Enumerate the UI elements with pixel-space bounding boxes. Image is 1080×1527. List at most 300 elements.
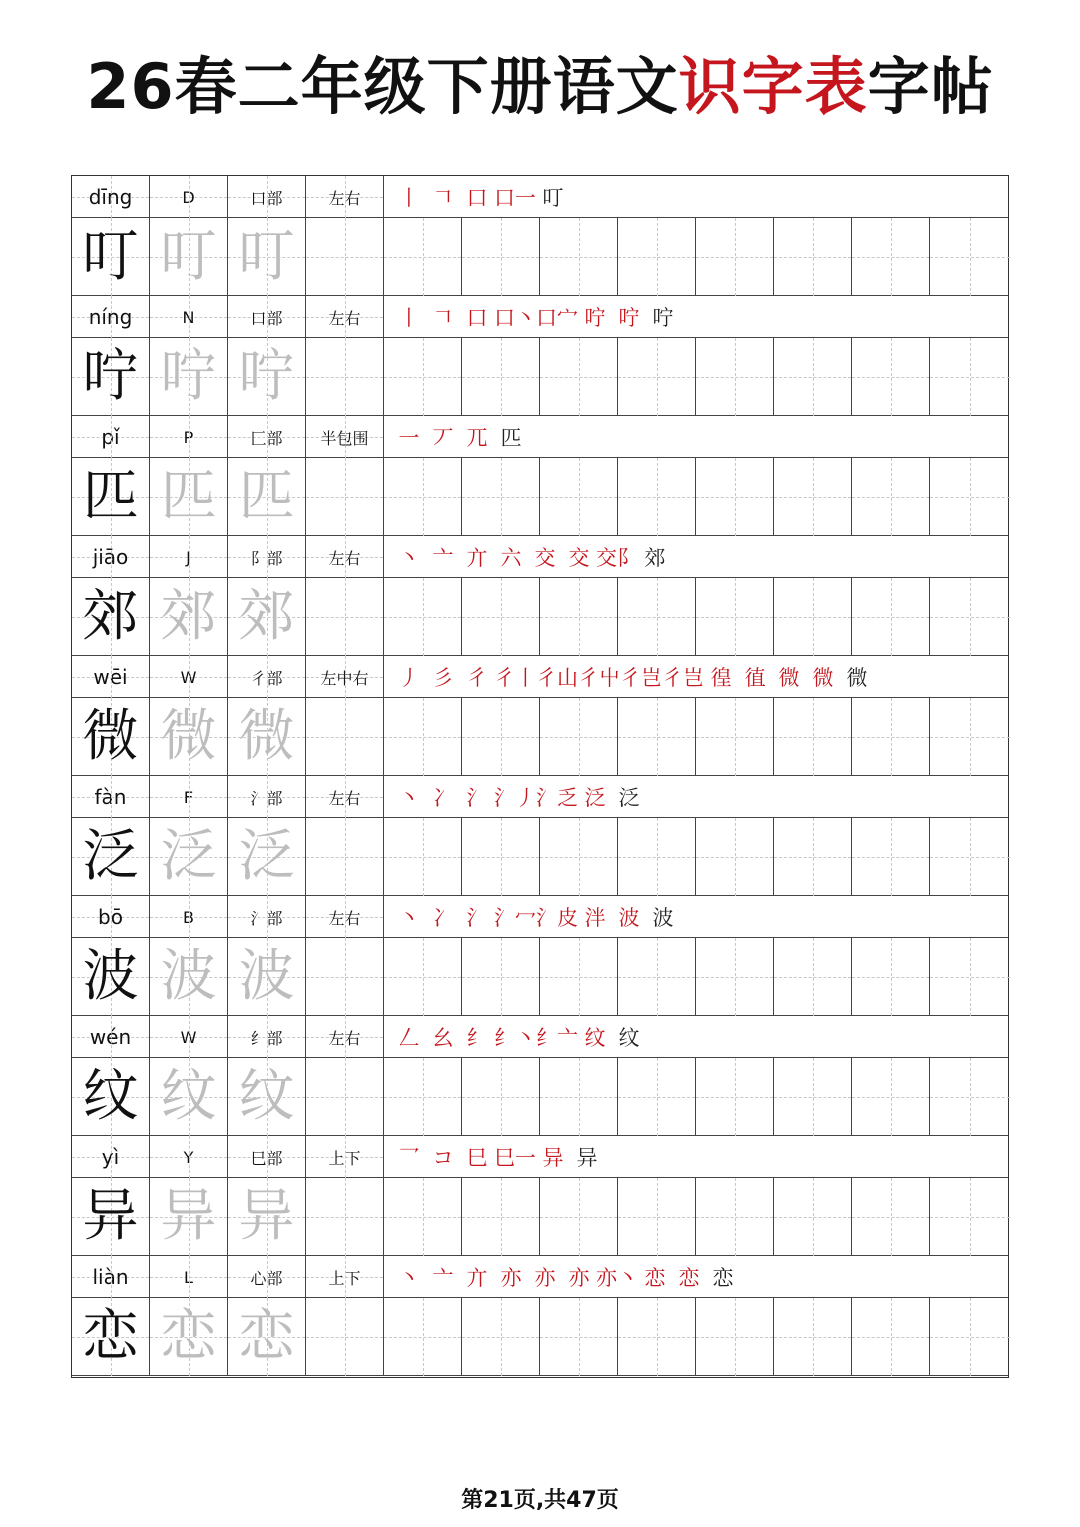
practice-box[interactable]	[306, 938, 384, 1016]
structure-cell	[306, 536, 384, 578]
practice-box[interactable]	[306, 458, 384, 536]
model-char-box	[72, 698, 150, 776]
stroke-step: 彳屮	[578, 666, 620, 690]
radical-cell	[228, 296, 306, 338]
writing-grid	[72, 578, 1008, 656]
practice-box[interactable]	[774, 1058, 852, 1136]
writing-grid	[72, 698, 1008, 776]
practice-box[interactable]	[462, 458, 540, 536]
info-row	[72, 176, 1008, 218]
practice-box[interactable]	[618, 218, 696, 296]
writing-grid	[72, 818, 1008, 896]
stroke-step: 微	[778, 666, 800, 690]
practice-box[interactable]	[306, 578, 384, 656]
structure-cell	[306, 176, 384, 218]
practice-box[interactable]	[852, 1298, 930, 1376]
writing-grid	[72, 1298, 1008, 1376]
initial-cell-text: N	[182, 307, 195, 327]
practice-box[interactable]	[930, 1178, 1010, 1256]
info-row	[72, 1016, 1008, 1058]
practice-box[interactable]	[540, 1178, 618, 1256]
stroke-step: 纹	[584, 1026, 606, 1050]
practice-box[interactable]	[618, 1178, 696, 1256]
trace-char-box	[228, 458, 306, 536]
stroke-step: 巳	[466, 1146, 488, 1170]
pinyin-cell	[72, 1136, 150, 1178]
stroke-step: 恋	[678, 1266, 700, 1290]
practice-box[interactable]	[696, 818, 774, 896]
initial-cell-text: P	[183, 427, 194, 447]
model-char: 匹	[82, 464, 139, 529]
practice-box[interactable]	[384, 698, 462, 776]
practice-box[interactable]	[540, 818, 618, 896]
stroke-step: 纟亠	[536, 1026, 578, 1050]
model-char: 异	[82, 1184, 139, 1249]
practice-box[interactable]	[774, 458, 852, 536]
practice-box[interactable]	[696, 218, 774, 296]
trace-char: 恋	[160, 1304, 217, 1369]
pinyin-cell-text: jiāo	[92, 545, 129, 569]
char-entry	[72, 1016, 1008, 1136]
practice-box[interactable]	[852, 938, 930, 1016]
practice-box[interactable]	[930, 218, 1010, 296]
trace-char-box	[228, 1178, 306, 1256]
char-entry	[72, 656, 1008, 776]
stroke-step: 巳一	[494, 1146, 536, 1170]
trace-char-box	[228, 818, 306, 896]
stroke-step: 亣	[466, 546, 488, 570]
radical-cell-text: 匚部	[250, 428, 283, 448]
trace-char: 泛	[160, 824, 217, 889]
writing-grid	[72, 458, 1008, 536]
model-char-box	[72, 458, 150, 536]
practice-box[interactable]	[774, 218, 852, 296]
trace-char: 纹	[160, 1064, 217, 1129]
stroke-step: 亦	[534, 1266, 556, 1290]
stroke-order	[386, 416, 1008, 458]
stroke-step: 纟丶	[494, 1026, 536, 1050]
stroke-order	[386, 1016, 1008, 1058]
stroke-step: 咛	[584, 306, 606, 330]
practice-box[interactable]	[930, 1298, 1010, 1376]
char-entry	[72, 896, 1008, 1016]
practice-box[interactable]	[384, 458, 462, 536]
practice-box[interactable]	[852, 698, 930, 776]
pinyin-cell-text: liàn	[92, 1265, 129, 1289]
stroke-step: 彳岂	[620, 666, 662, 690]
practice-box[interactable]	[384, 218, 462, 296]
practice-box[interactable]	[618, 578, 696, 656]
char-entry	[72, 536, 1008, 656]
initial-cell	[150, 176, 228, 218]
stroke-step: 口	[466, 306, 488, 330]
practice-box[interactable]	[930, 698, 1010, 776]
initial-cell	[150, 536, 228, 578]
practice-box[interactable]	[306, 818, 384, 896]
practice-box[interactable]	[462, 698, 540, 776]
practice-box[interactable]	[774, 818, 852, 896]
model-char: 咛	[82, 344, 139, 409]
model-char: 微	[82, 704, 139, 769]
practice-box[interactable]	[618, 1298, 696, 1376]
trace-char-box	[150, 458, 228, 536]
char-entry	[72, 416, 1008, 536]
stroke-step: 彳丨	[494, 666, 536, 690]
trace-char-box	[228, 578, 306, 656]
stroke-step: 冫	[432, 786, 454, 810]
model-char: 恋	[82, 1304, 139, 1369]
structure-cell	[306, 656, 384, 698]
trace-char-box	[228, 338, 306, 416]
pinyin-cell-text: fàn	[94, 785, 127, 809]
info-row	[72, 776, 1008, 818]
pinyin-cell-text: yì	[101, 1145, 120, 1169]
radical-cell-text: 心部	[250, 1268, 283, 1288]
practice-box[interactable]	[384, 818, 462, 896]
initial-cell	[150, 1136, 228, 1178]
practice-box[interactable]	[618, 698, 696, 776]
trace-char: 叮	[160, 224, 217, 289]
info-row	[72, 1136, 1008, 1178]
trace-char: 微	[160, 704, 217, 769]
practice-box[interactable]	[852, 458, 930, 536]
practice-box[interactable]	[774, 338, 852, 416]
stroke-step: 丨	[398, 306, 420, 330]
practice-box[interactable]	[696, 698, 774, 776]
info-row	[72, 1256, 1008, 1298]
trace-char: 异	[238, 1184, 295, 1249]
pinyin-cell	[72, 1256, 150, 1298]
practice-box[interactable]	[540, 1058, 618, 1136]
practice-box[interactable]	[696, 1058, 774, 1136]
pinyin-cell	[72, 656, 150, 698]
trace-char: 泛	[238, 824, 295, 889]
trace-char: 郊	[238, 584, 295, 649]
trace-char: 波	[238, 944, 295, 1009]
stroke-step: 恋	[712, 1266, 734, 1290]
initial-cell	[150, 416, 228, 458]
practice-box[interactable]	[540, 938, 618, 1016]
radical-cell	[228, 656, 306, 698]
practice-box[interactable]	[462, 1058, 540, 1136]
char-entry	[72, 776, 1008, 896]
stroke-step: 微	[846, 666, 868, 690]
pinyin-cell	[72, 1016, 150, 1058]
practice-box[interactable]	[774, 698, 852, 776]
title-prefix: 26春二年级下册语文	[86, 50, 679, 123]
stroke-step: 氵	[466, 906, 488, 930]
stroke-step: 交	[534, 546, 556, 570]
structure-cell	[306, 1016, 384, 1058]
structure-cell-text: 左右	[328, 548, 361, 568]
trace-char-box	[228, 218, 306, 296]
stroke-step: 丨	[398, 186, 420, 210]
initial-cell	[150, 656, 228, 698]
stroke-step: 亦	[568, 1266, 590, 1290]
practice-box[interactable]	[696, 578, 774, 656]
stroke-step: 幺	[432, 1026, 454, 1050]
practice-box[interactable]	[384, 938, 462, 1016]
practice-box[interactable]	[852, 218, 930, 296]
radical-cell-text: 氵部	[250, 788, 283, 808]
practice-box[interactable]	[618, 818, 696, 896]
char-entry	[72, 1136, 1008, 1256]
stroke-step: 彳山	[536, 666, 578, 690]
practice-box[interactable]	[384, 338, 462, 416]
structure-cell-text: 左右	[328, 908, 361, 928]
radical-cell-text: 氵部	[250, 908, 283, 928]
practice-box[interactable]	[540, 458, 618, 536]
practice-box[interactable]	[930, 458, 1010, 536]
stroke-order	[386, 1256, 1008, 1298]
practice-box[interactable]	[774, 938, 852, 1016]
radical-cell	[228, 536, 306, 578]
stroke-step: 氵皮	[536, 906, 578, 930]
stroke-order	[386, 536, 1008, 578]
stroke-step: 交	[568, 546, 590, 570]
stroke-order	[386, 1136, 1008, 1178]
writing-grid	[72, 1058, 1008, 1136]
stroke-order	[386, 296, 1008, 338]
info-row	[72, 656, 1008, 698]
trace-char-box	[228, 698, 306, 776]
model-char-box	[72, 338, 150, 416]
practice-box[interactable]	[384, 1298, 462, 1376]
stroke-step: 丶	[398, 786, 420, 810]
pinyin-cell-text: níng	[88, 305, 133, 329]
practice-box[interactable]	[852, 1058, 930, 1136]
practice-box[interactable]	[696, 1178, 774, 1256]
stroke-step: 泛	[618, 786, 640, 810]
stroke-step: 纹	[618, 1026, 640, 1050]
practice-box[interactable]	[306, 1178, 384, 1256]
structure-cell-text: 左右	[328, 788, 361, 808]
trace-char: 叮	[238, 224, 295, 289]
practice-box[interactable]	[774, 1298, 852, 1376]
practice-box[interactable]	[306, 698, 384, 776]
practice-box[interactable]	[696, 458, 774, 536]
radical-cell-text: 阝部	[250, 548, 283, 568]
practice-box[interactable]	[774, 578, 852, 656]
practice-box[interactable]	[462, 578, 540, 656]
pinyin-cell-text: wén	[89, 1025, 132, 1049]
title-suffix: 字帖	[867, 50, 994, 123]
trace-char: 异	[160, 1184, 217, 1249]
radical-cell-text: 口部	[250, 188, 283, 208]
practice-box[interactable]	[930, 938, 1010, 1016]
trace-char: 纹	[238, 1064, 295, 1129]
radical-cell	[228, 1136, 306, 1178]
structure-cell	[306, 1256, 384, 1298]
structure-cell-text: 半包围	[320, 428, 369, 448]
practice-box[interactable]	[306, 338, 384, 416]
practice-box[interactable]	[384, 1178, 462, 1256]
writing-grid	[72, 218, 1008, 296]
stroke-step: 泛	[584, 786, 606, 810]
practice-box[interactable]	[618, 458, 696, 536]
practice-box[interactable]	[462, 1178, 540, 1256]
stroke-order	[386, 896, 1008, 938]
trace-char: 咛	[238, 344, 295, 409]
practice-box[interactable]	[930, 338, 1010, 416]
structure-cell	[306, 1136, 384, 1178]
radical-cell-text: 巳部	[250, 1148, 283, 1168]
stroke-step: 亠	[432, 546, 454, 570]
writing-grid	[72, 338, 1008, 416]
practice-box[interactable]	[306, 1298, 384, 1376]
stroke-step: 彳岂	[662, 666, 704, 690]
stroke-step: 一	[398, 426, 420, 450]
radical-cell-text: 口部	[250, 308, 283, 328]
structure-cell	[306, 416, 384, 458]
stroke-step: 氵	[466, 786, 488, 810]
practice-box[interactable]	[930, 578, 1010, 656]
initial-cell-text: F	[183, 787, 194, 807]
practice-box[interactable]	[696, 938, 774, 1016]
title-highlight: 识字表	[678, 50, 868, 123]
stroke-step: 氵丿	[494, 786, 536, 810]
stroke-step: 𠃍	[432, 186, 454, 210]
stroke-order	[386, 656, 1008, 698]
stroke-step: 郊	[644, 546, 666, 570]
practice-box[interactable]	[540, 1298, 618, 1376]
pinyin-cell	[72, 536, 150, 578]
trace-char-box	[228, 1058, 306, 1136]
initial-cell	[150, 1256, 228, 1298]
initial-cell-text: W	[180, 1027, 197, 1047]
trace-char: 波	[160, 944, 217, 1009]
trace-char-box	[150, 1058, 228, 1136]
trace-char-box	[228, 1298, 306, 1376]
practice-box[interactable]	[540, 338, 618, 416]
radical-cell	[228, 776, 306, 818]
structure-cell-text: 上下	[328, 1268, 361, 1288]
initial-cell-text: J	[186, 547, 191, 567]
initial-cell-text: L	[184, 1267, 193, 1287]
stroke-step: 亦丶	[596, 1266, 638, 1290]
practice-box[interactable]	[540, 218, 618, 296]
practice-sheet	[71, 175, 1009, 1378]
pinyin-cell-text: wēi	[93, 665, 128, 689]
practice-box[interactable]	[618, 338, 696, 416]
initial-cell	[150, 896, 228, 938]
info-row	[72, 536, 1008, 578]
stroke-step: 交阝	[596, 546, 638, 570]
practice-box[interactable]	[462, 218, 540, 296]
pinyin-cell	[72, 776, 150, 818]
initial-cell	[150, 296, 228, 338]
initial-cell	[150, 1016, 228, 1058]
trace-char-box	[150, 818, 228, 896]
pinyin-cell	[72, 176, 150, 218]
initial-cell-text: D	[182, 187, 195, 207]
initial-cell-text: Y	[183, 1147, 194, 1167]
trace-char-box	[150, 1178, 228, 1256]
stroke-step: 徝	[744, 666, 766, 690]
practice-box[interactable]	[462, 1298, 540, 1376]
practice-box[interactable]	[930, 1058, 1010, 1136]
stroke-step: 丆	[432, 426, 454, 450]
stroke-step: 亣	[466, 1266, 488, 1290]
stroke-step: 咛	[618, 306, 640, 330]
stroke-step: 异	[576, 1146, 598, 1170]
writing-grid	[72, 938, 1008, 1016]
stroke-step: 咛	[652, 306, 674, 330]
practice-box[interactable]	[852, 338, 930, 416]
char-entry	[72, 1256, 1008, 1376]
practice-box[interactable]	[540, 698, 618, 776]
radical-cell-text: 纟部	[250, 1028, 283, 1048]
structure-cell-text: 左中右	[320, 668, 369, 688]
stroke-step: 波	[618, 906, 640, 930]
stroke-step: 叮	[542, 186, 564, 210]
practice-box[interactable]	[852, 818, 930, 896]
model-char-box	[72, 1298, 150, 1376]
structure-cell	[306, 776, 384, 818]
stroke-step: 氵冖	[494, 906, 536, 930]
practice-box[interactable]	[540, 578, 618, 656]
stroke-step: 丿	[398, 666, 420, 690]
practice-box[interactable]	[774, 1178, 852, 1256]
stroke-step: 𠃍	[432, 306, 454, 330]
practice-box[interactable]	[696, 338, 774, 416]
radical-cell-text: 彳部	[250, 668, 283, 688]
practice-box[interactable]	[462, 338, 540, 416]
practice-box[interactable]	[696, 1298, 774, 1376]
practice-box[interactable]	[462, 818, 540, 896]
model-char: 叮	[82, 224, 139, 289]
stroke-order	[386, 776, 1008, 818]
stroke-step: 丶	[398, 906, 420, 930]
stroke-step: 泮	[584, 906, 606, 930]
trace-char-box	[228, 938, 306, 1016]
practice-box[interactable]	[852, 578, 930, 656]
practice-box[interactable]	[384, 578, 462, 656]
structure-cell	[306, 896, 384, 938]
stroke-step: 口丶	[494, 306, 536, 330]
stroke-step: 口宀	[536, 306, 578, 330]
radical-cell	[228, 416, 306, 458]
practice-box[interactable]	[306, 1058, 384, 1136]
stroke-step: 恋	[644, 1266, 666, 1290]
practice-box[interactable]	[462, 938, 540, 1016]
info-row	[72, 896, 1008, 938]
stroke-step: 彳	[466, 666, 488, 690]
model-char-box	[72, 1178, 150, 1256]
trace-char: 匹	[238, 464, 295, 529]
stroke-step: 彡	[432, 666, 454, 690]
practice-box[interactable]	[852, 1178, 930, 1256]
structure-cell	[306, 296, 384, 338]
radical-cell	[228, 1016, 306, 1058]
practice-box[interactable]	[930, 818, 1010, 896]
pinyin-cell	[72, 416, 150, 458]
structure-cell-text: 左右	[328, 188, 361, 208]
pinyin-cell-text: pǐ	[101, 425, 120, 449]
radical-cell	[228, 896, 306, 938]
trace-char-box	[150, 338, 228, 416]
stroke-step: 丶	[398, 1266, 420, 1290]
practice-box[interactable]	[618, 938, 696, 1016]
stroke-step: コ	[432, 1146, 454, 1170]
practice-box[interactable]	[618, 1058, 696, 1136]
page-title	[0, 44, 1080, 130]
page-number: 第21页,共47页	[461, 1488, 619, 1513]
initial-cell	[150, 776, 228, 818]
practice-box[interactable]	[384, 1058, 462, 1136]
writing-grid	[72, 1178, 1008, 1256]
practice-box[interactable]	[306, 218, 384, 296]
